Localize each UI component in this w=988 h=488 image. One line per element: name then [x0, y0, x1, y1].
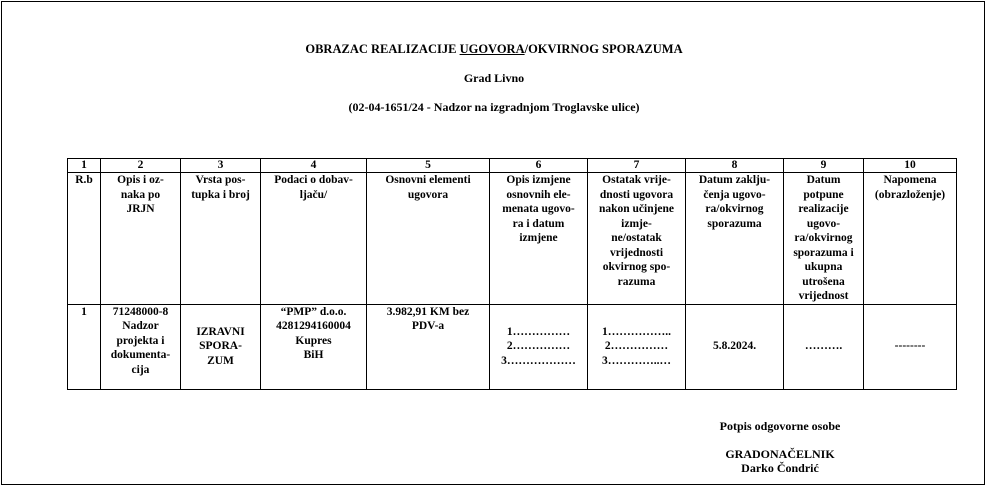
column-header-izmjene: Opis izmjene osnovnih ele- menata ugovo- ra i datum izmjene — [502, 174, 575, 244]
column-header-dobavljac: Podaci o dobav- ljaču/ — [274, 174, 353, 201]
column-header-rb: R.b — [75, 174, 93, 186]
city-name: Grad Livno — [463, 71, 525, 85]
cell-ostatak: 1…………….. 2…………… 3…………..… — [602, 325, 671, 367]
column-header-datum-zakljucenja: Datum zaklju- čenja ugovo- ra/okvirnog sporazuma — [698, 174, 771, 230]
column-number: 5 — [367, 159, 490, 173]
cell-izmjene: 1…………… 2…………… 3……………… — [501, 325, 576, 367]
realization-table — [67, 158, 957, 390]
column-number: 9 — [784, 159, 864, 173]
column-number: 10 — [864, 159, 957, 173]
cell-opis: 71248000-8 Nadzor projekta i dokumenta- cija — [110, 305, 171, 376]
column-header-opis: Opis i oz- naka po JRJN — [117, 174, 164, 215]
column-header-row — [68, 173, 957, 305]
cell-datum-zakljucenja: 5.8.2024. — [712, 340, 757, 353]
document-title: OBRAZAC REALIZACIJE UGOVORA/OKVIRNOG SPORAZUMA — [305, 42, 683, 56]
cell-napomena: -------- — [894, 340, 926, 353]
column-header-napomena: Napomena (obrazloženje) — [874, 174, 946, 201]
column-number: 1 — [68, 159, 101, 173]
column-number: 3 — [181, 159, 261, 173]
column-number: 8 — [686, 159, 784, 173]
signature-role: GRADONAČELNIK — [725, 447, 835, 461]
cell-datum-realizacije: ………. — [804, 340, 843, 353]
column-header-ostatak: Ostatak vrije- dnosti ugovora nakon učinjene izmje- ne/ostatak vrijednosti okvirnog spo- razuma — [598, 174, 675, 288]
cell-rb: 1 — [81, 305, 87, 318]
column-number: 4 — [261, 159, 367, 173]
column-header-osnovni: Osnovni elementi ugovora — [385, 174, 471, 201]
column-header-vrsta: Vrsta pos- tupka i broj — [191, 174, 250, 201]
column-header-datum-realizacije: Datum potpune realizacije ugovo- ra/okvirnog sporazuma i ukupna utrošena vrijednost — [793, 174, 854, 302]
signature-name: Darko Čondrić — [741, 461, 819, 475]
cell-osnovni: 3.982,91 KM bez PDV-a — [386, 305, 470, 332]
column-number: 7 — [588, 159, 686, 173]
contract-subject: (02-04-1651/24 - Nadzor na izgradnjom Troglavske ulice) — [348, 100, 640, 114]
column-number: 6 — [490, 159, 588, 173]
title-underlined-word: UGOVORA — [459, 42, 525, 56]
column-number: 2 — [101, 159, 181, 173]
cell-dobavljac: “PMP” d.o.o. 4281294160004 Kupres BiH — [276, 305, 351, 361]
signature-label: Potpis odgovorne osobe — [719, 419, 841, 433]
column-number-row — [68, 159, 957, 173]
cell-vrsta: IZRAVNI SPORA- ZUM — [196, 325, 245, 367]
table-row — [68, 304, 957, 389]
